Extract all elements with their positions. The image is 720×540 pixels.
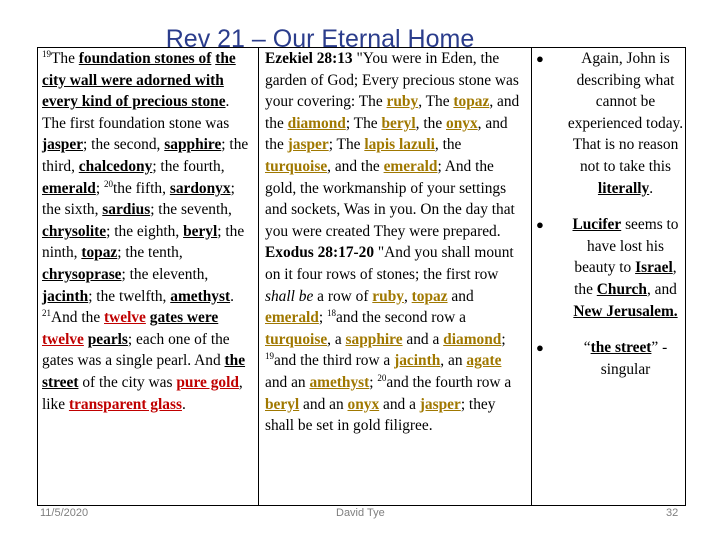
- text: and an: [265, 373, 310, 391]
- verse-number: 20: [103, 178, 113, 189]
- bullet-icon: ●: [536, 217, 544, 233]
- notes-column: [532, 48, 686, 506]
- gem-amethyst: amethyst: [309, 373, 370, 391]
- footer-author: David Tye: [336, 507, 385, 519]
- text: ;: [501, 330, 506, 348]
- gem-onyx: onyx: [446, 114, 478, 132]
- gem-diamond: diamond: [443, 330, 502, 348]
- gem-sardonyx: sardonyx: [169, 179, 231, 197]
- lucifer: Lucifer: [572, 216, 622, 234]
- text: , The: [418, 93, 454, 111]
- text: .: [649, 179, 654, 197]
- text: . The first foundation stone was: [42, 93, 230, 132]
- israel: Israel: [635, 259, 673, 277]
- text: ;: [318, 309, 327, 327]
- note-literally: [532, 48, 685, 199]
- gem-onyx: onyx: [347, 395, 380, 413]
- text: , and the: [265, 114, 508, 154]
- gem-beryl: beryl: [381, 114, 416, 132]
- gem-jasper: jasper: [42, 136, 84, 154]
- text: ; they shall be set in gold filigree.: [265, 395, 496, 435]
- text: and a: [402, 330, 444, 348]
- transparent-glass: transparent glass: [68, 395, 182, 413]
- gem-emerald: emerald: [383, 157, 438, 175]
- pearls: pearls: [87, 330, 128, 348]
- city-wall-phrase: the city wall were adorned with every kind of precious stone: [42, 50, 236, 111]
- text: ; And the gold, the workmanship of your settings and sockets, Was in you. On the day that you were created They were prepared.: [265, 157, 515, 240]
- text: and the second row a: [335, 309, 466, 327]
- notes-list: [532, 48, 685, 380]
- gem-diamond: diamond: [287, 114, 346, 132]
- text: ; the sixth,: [42, 179, 235, 219]
- text: the fifth,: [112, 179, 170, 197]
- gem-topaz: topaz: [411, 287, 448, 305]
- text: and a: [379, 395, 420, 413]
- text: ; the second,: [83, 136, 165, 154]
- text: , the: [415, 114, 447, 132]
- text: and: [447, 287, 474, 305]
- text: ,: [403, 287, 412, 305]
- slide-title: Rev 21 – Our Eternal Home: [165, 25, 475, 53]
- text: ; the third,: [42, 136, 249, 175]
- text: , and: [646, 280, 677, 298]
- gem-chalcedony: chalcedony: [78, 157, 153, 175]
- text: , and the: [265, 93, 520, 132]
- text: and an: [299, 395, 348, 413]
- gem-chrysoprase: chrysoprase: [42, 265, 122, 283]
- bullet-icon: ●: [536, 51, 544, 66]
- text: “: [583, 339, 591, 357]
- gem-jasper: jasper: [287, 136, 329, 154]
- text: , an: [440, 352, 467, 370]
- note-the-street: [532, 337, 685, 380]
- text: ; The: [328, 136, 365, 154]
- gem-sapphire: sapphire: [345, 330, 403, 348]
- text: ; the eighth,: [106, 222, 184, 240]
- pure-gold: pure gold: [176, 373, 239, 391]
- twelve-gates: twelve: [104, 309, 146, 327]
- gem-sardius: sardius: [102, 201, 151, 219]
- church: Church: [596, 280, 647, 298]
- text: and the third row a: [274, 352, 395, 370]
- the-street: the street: [42, 352, 246, 391]
- text: ; the ninth,: [42, 222, 245, 262]
- gem-chrysolite: chrysolite: [42, 222, 107, 240]
- exodus-reference: Exodus 28:17-20: [265, 244, 375, 262]
- text: , and the: [327, 157, 384, 175]
- gem-beryl: beryl: [183, 222, 218, 240]
- verse-number: 19: [42, 48, 51, 59]
- text: , the: [574, 259, 677, 298]
- text: ; the eleventh,: [121, 265, 209, 283]
- text: And the: [51, 309, 105, 327]
- gem-jacinth: jacinth: [42, 287, 89, 305]
- text: .: [230, 287, 234, 305]
- content-table: [37, 47, 686, 506]
- gem-amethyst: amethyst: [170, 287, 231, 305]
- gem-ruby: ruby: [386, 93, 419, 111]
- text: .: [181, 395, 186, 413]
- text: a row of: [313, 287, 373, 305]
- text: of the city was: [78, 373, 177, 391]
- verse-number: 18: [326, 308, 336, 318]
- text: ; the fourth,: [152, 157, 225, 175]
- verse-number: 20: [377, 372, 387, 383]
- footer-date: 11/5/2020: [40, 507, 89, 519]
- text: ; the tenth,: [117, 244, 183, 262]
- gem-emerald: emerald: [265, 309, 319, 327]
- note-lucifer: [532, 214, 685, 322]
- gem-jasper: jasper: [419, 395, 461, 413]
- gem-sapphire: sapphire: [164, 136, 222, 154]
- gates-were: gates were: [149, 309, 219, 327]
- text: "You were in Eden, the garden of God; Every precious stone was your covering: The: [265, 50, 519, 111]
- text: ” - singular: [600, 339, 668, 378]
- literally: literally: [597, 179, 650, 197]
- text: seems to have lost his beauty to: [574, 216, 679, 277]
- twelve-pearls: twelve: [42, 330, 84, 348]
- gem-topaz: topaz: [81, 244, 118, 262]
- text: The: [51, 50, 79, 67]
- gem-jacinth: jacinth: [394, 352, 441, 370]
- text: ; each one of the gates was a single pearl. And: [42, 330, 230, 370]
- verse-number: 19: [265, 351, 274, 362]
- bullet-icon: ●: [536, 340, 544, 356]
- text: and the fourth row a: [386, 373, 512, 391]
- gem-emerald: emerald: [42, 179, 96, 197]
- text: ;: [369, 373, 378, 391]
- the-street: the street: [590, 339, 652, 357]
- text: ; the seventh,: [150, 201, 232, 219]
- gem-agate: agate: [466, 352, 502, 370]
- gem-lapis-lazuli: lapis lazuli: [364, 136, 435, 154]
- text: , like: [42, 373, 243, 413]
- italic-shall-be: shall be: [265, 287, 314, 305]
- new-jerusalem: New Jerusalem.: [573, 302, 678, 320]
- scripture-column: [259, 48, 532, 506]
- text: "And you shall mount on it four rows of stones; the first row: [265, 244, 514, 283]
- gem-turquoise: turquoise: [265, 330, 328, 348]
- gem-beryl: beryl: [265, 395, 300, 413]
- text: , a: [327, 330, 346, 348]
- text: ;: [95, 179, 104, 197]
- text: ; The: [345, 114, 382, 132]
- revelation-column: [38, 48, 259, 506]
- foundation-stones: foundation stones of: [78, 50, 212, 67]
- gem-turquoise: turquoise: [265, 157, 328, 175]
- ezekiel-reference: Ezekiel 28:13: [265, 50, 353, 67]
- text: Again, John is describing what cannot be experienced today. That is no reason not to take this: [567, 50, 684, 175]
- text: ; the twelfth,: [88, 287, 171, 305]
- text: , the: [434, 136, 462, 154]
- gem-topaz: topaz: [453, 93, 490, 111]
- verse-number: 21: [42, 308, 51, 318]
- footer-page-number: 32: [666, 507, 679, 519]
- gem-ruby: ruby: [372, 287, 404, 305]
